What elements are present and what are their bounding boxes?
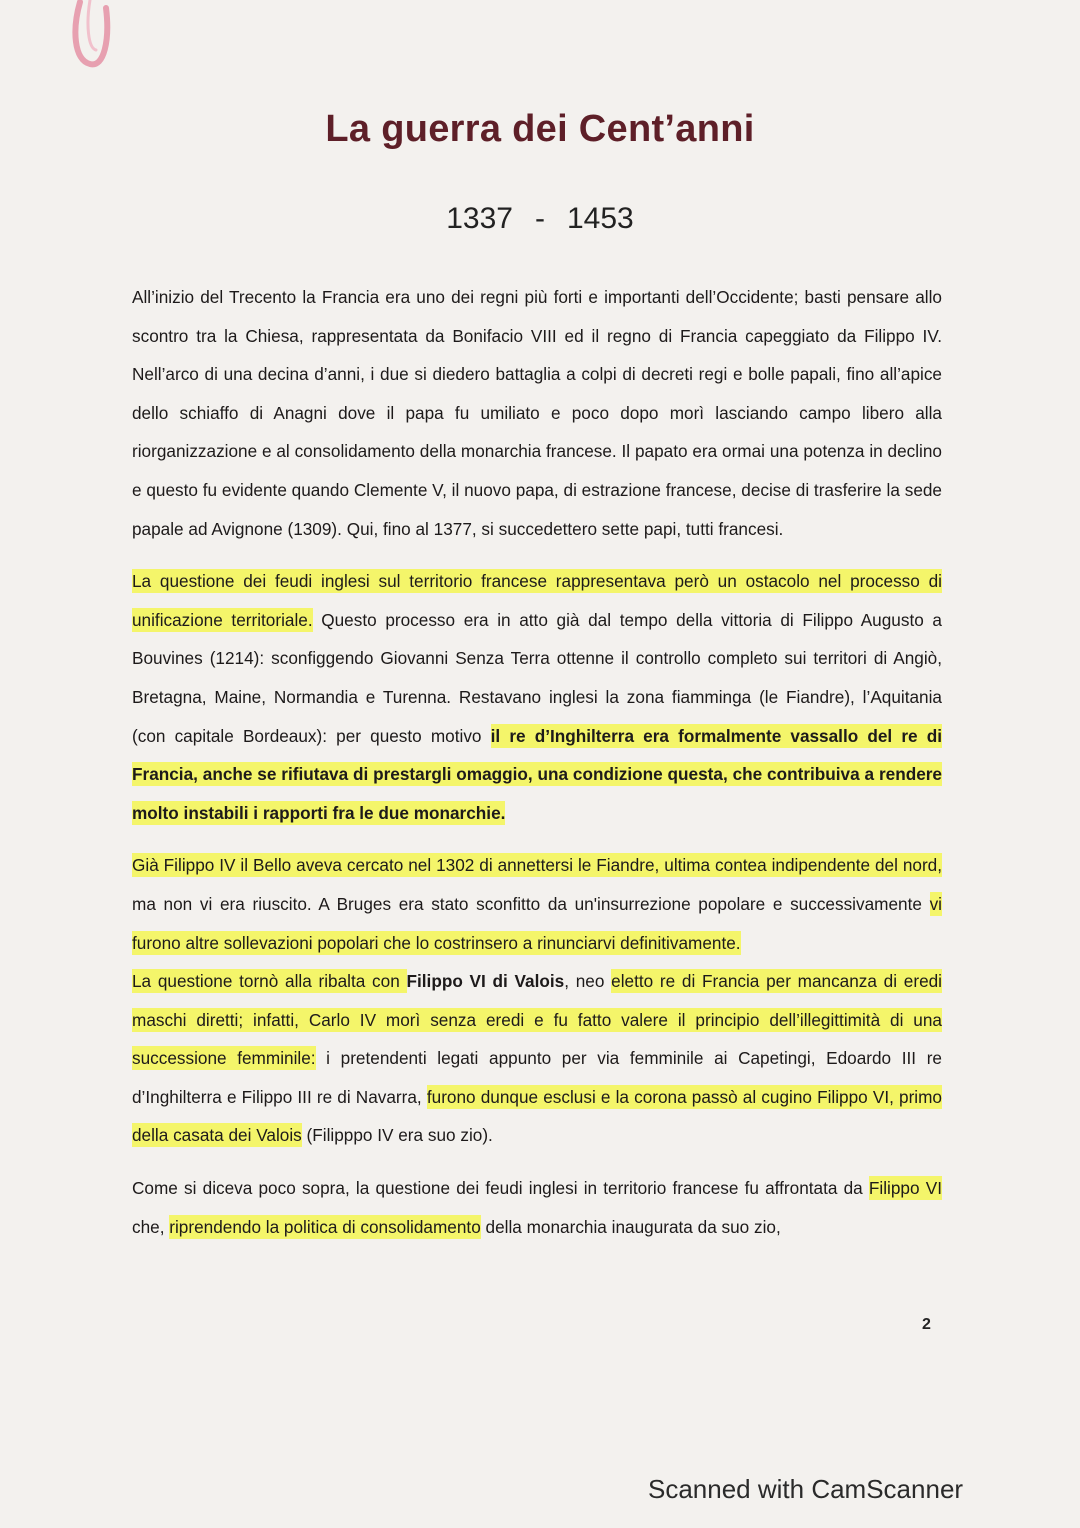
highlighted-text: furono dunque esclusi e la corona passò al cugino Filippo VI, primo della casata dei Valois [132,1086,942,1146]
highlighted-text: Già Filippo IV il Bello aveva cercato nel 1302 di annettersi le Fiandre, ultima contea indipendente del nord, [132,855,942,876]
paperclip-icon [60,0,120,90]
highlighted-bold-text: il re d’Inghilterra era formalmente vassallo del re di Francia, anche se rifiutava di prestargli omaggio, una condizione questa, che contribuiva a rendere molto instabili i rapporti fra le due monarchie. [132,725,942,823]
document-title: La guerra dei Cent’anni [325,108,755,150]
page-number: 2 [922,1316,931,1333]
scanner-watermark: Scanned with CamScanner [648,1474,964,1504]
text-segment: Come si diceva poco sopra, la questione dei feudi inglesi in territorio francese fu affrontata da [132,1178,869,1199]
highlighted-text: La questione dei feudi inglesi sul territorio francese rappresentava però un ostacolo nel processo di unificazione territoriale. [132,571,942,630]
year-separator: - [535,202,545,235]
text-segment: (Filipppo IV era suo zio). [301,1125,493,1146]
text-segment: ma non vi era riuscito. A Bruges era stato sconfitto da un'insurrezione popolare e successivamente [132,893,930,914]
paragraph-filippo-vi [132,1169,942,1246]
paragraph-valois [132,962,942,1155]
text-segment: Questo processo era in atto già dal tempo della vittoria di Filippo Augusto a Bouvines (1214): sconfiggendo Giovanni Senza Terra ottenne il controllo completo sui territori di Angiò, Bretagna, Maine, Normandia e Turenna. Restavano inglesi la zona fiamminga (le Fiandre), l’Aquitania (con capitale Bordeaux): per questo motivo [132,609,942,746]
text-segment: della monarchia inaugurata da suo zio, [480,1216,781,1237]
highlighted-text: La questione tornò alla ribalta con [132,971,407,992]
paragraph-english-fiefs [132,562,942,832]
highlighted-text: eletto re di Francia per mancanza di eredi maschi diretti; infatti, Carlo IV morì senza eredi e fu fatto valere il principio dell’illegittimità di una successione femminile: [132,971,943,1069]
bold-text: Filippo VI di Valois [406,971,565,992]
paragraph-flanders [132,846,942,962]
end-year: 1453 [567,202,634,235]
text-segment: , neo [564,971,612,992]
highlighted-text: vi furono altre sollevazioni popolari che lo costrinsero a rinunciarvi definitivamente. [132,893,942,953]
highlighted-text: Filippo VI [868,1178,942,1199]
date-range [0,202,1080,236]
text-segment: che, [132,1216,170,1237]
highlighted-text: riprendendo la politica di consolidamento [169,1216,481,1237]
body-text [132,278,942,1260]
text-segment: All’inizio del Trecento la Francia era uno dei regni più forti e importanti dell’Occidente; basti pensare allo scontro tra la Chiesa, rappresentata da Bonifacio VIII ed il regno di Francia capeggiato da Filippo IV. Nell’arco di una decina d’anni, i due si diedero battaglia a colpi di decreti regi e bolle papali, fino all’apice dello schiaffo di Anagni dove il papa fu umiliato e poco dopo morì lasciando campo libero alla riorganizzazione e al consolidamento della monarchia francese. Il papato era ormai una potenza in declino e questo fu evidente quando Clemente V, il nuovo papa, di estrazione francese, decise di trasferire la sede papale ad Avignone (1309). Qui, fino al 1377, si succedettero sette papi, tutti francesi. [132,287,942,539]
text-segment: i pretendenti legati appunto per via femminile ai Capetingi, Edoardo III re d’Inghilterra e Filippo III re di Navarra, [132,1048,942,1107]
paragraph-papacy [132,278,942,548]
start-year: 1337 [446,202,513,235]
